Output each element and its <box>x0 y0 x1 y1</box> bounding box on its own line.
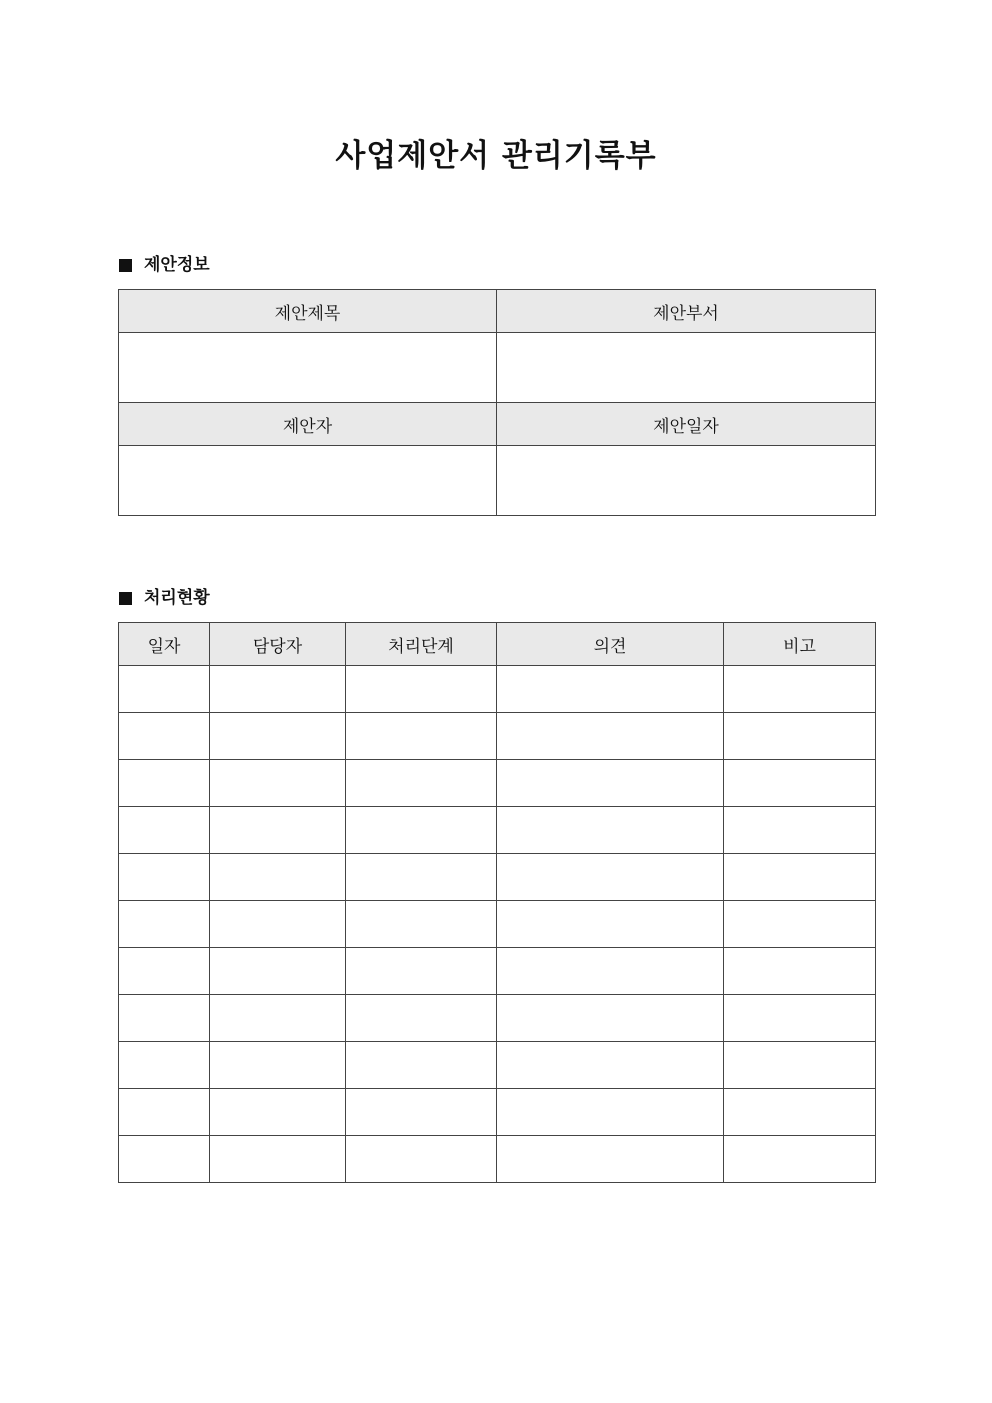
proposal-title-field[interactable] <box>119 333 497 403</box>
manager-cell[interactable] <box>210 901 346 948</box>
stage-cell[interactable] <box>346 807 497 854</box>
proposal-info-table <box>118 289 876 516</box>
opinion-cell[interactable] <box>497 760 724 807</box>
stage-cell[interactable] <box>346 948 497 995</box>
remarks-cell[interactable] <box>724 713 876 760</box>
stage-cell[interactable] <box>346 1136 497 1183</box>
manager-cell[interactable] <box>210 807 346 854</box>
date-cell[interactable] <box>119 1089 210 1136</box>
table-row <box>119 901 876 948</box>
table-row <box>119 854 876 901</box>
remarks-cell[interactable] <box>724 854 876 901</box>
manager-cell[interactable] <box>210 760 346 807</box>
stage-cell[interactable] <box>346 1042 497 1089</box>
section-heading-label: 처리현황 <box>144 588 210 608</box>
table-row <box>119 333 876 403</box>
proposal-dept-label: 제안부서 <box>497 290 876 333</box>
remarks-cell[interactable] <box>724 1089 876 1136</box>
date-cell[interactable] <box>119 1136 210 1183</box>
stage-cell[interactable] <box>346 713 497 760</box>
manager-cell[interactable] <box>210 995 346 1042</box>
manager-cell[interactable] <box>210 854 346 901</box>
remarks-cell[interactable] <box>724 666 876 713</box>
date-cell[interactable] <box>119 854 210 901</box>
table-row <box>119 1042 876 1089</box>
table-header-row <box>119 290 876 333</box>
table-row <box>119 1136 876 1183</box>
date-cell[interactable] <box>119 760 210 807</box>
manager-cell[interactable] <box>210 666 346 713</box>
date-cell[interactable] <box>119 713 210 760</box>
opinion-cell[interactable] <box>497 713 724 760</box>
opinion-cell[interactable] <box>497 807 724 854</box>
opinion-cell[interactable] <box>497 948 724 995</box>
date-cell[interactable] <box>119 807 210 854</box>
stage-cell[interactable] <box>346 995 497 1042</box>
table-row <box>119 713 876 760</box>
table-row <box>119 760 876 807</box>
stage-cell[interactable] <box>346 854 497 901</box>
opinion-cell[interactable] <box>497 666 724 713</box>
remarks-cell[interactable] <box>724 901 876 948</box>
opinion-cell[interactable] <box>497 1042 724 1089</box>
section-heading-info <box>119 253 210 277</box>
proposer-label: 제안자 <box>119 403 497 446</box>
table-row <box>119 948 876 995</box>
section-heading-status <box>119 586 210 610</box>
table-row <box>119 666 876 713</box>
opinion-cell[interactable] <box>497 1089 724 1136</box>
opinion-cell[interactable] <box>497 1136 724 1183</box>
manager-cell[interactable] <box>210 1089 346 1136</box>
remarks-cell[interactable] <box>724 807 876 854</box>
proposal-dept-field[interactable] <box>497 333 876 403</box>
column-header-date: 일자 <box>119 623 210 666</box>
date-cell[interactable] <box>119 948 210 995</box>
column-header-stage: 처리단계 <box>346 623 497 666</box>
table-row <box>119 1089 876 1136</box>
proposer-field[interactable] <box>119 446 497 516</box>
table-header-row <box>119 623 876 666</box>
remarks-cell[interactable] <box>724 1136 876 1183</box>
proposal-title-label: 제안제목 <box>119 290 497 333</box>
column-header-manager: 담당자 <box>210 623 346 666</box>
manager-cell[interactable] <box>210 1042 346 1089</box>
date-cell[interactable] <box>119 901 210 948</box>
square-bullet-icon <box>119 592 132 605</box>
table-row <box>119 446 876 516</box>
stage-cell[interactable] <box>346 760 497 807</box>
table-row <box>119 807 876 854</box>
remarks-cell[interactable] <box>724 995 876 1042</box>
stage-cell[interactable] <box>346 1089 497 1136</box>
manager-cell[interactable] <box>210 948 346 995</box>
manager-cell[interactable] <box>210 1136 346 1183</box>
table-header-row <box>119 403 876 446</box>
square-bullet-icon <box>119 259 132 272</box>
status-table-body <box>119 666 876 1183</box>
remarks-cell[interactable] <box>724 948 876 995</box>
stage-cell[interactable] <box>346 901 497 948</box>
processing-status-table <box>118 622 876 1183</box>
opinion-cell[interactable] <box>497 854 724 901</box>
date-cell[interactable] <box>119 1042 210 1089</box>
section-heading-label: 제안정보 <box>144 255 210 275</box>
manager-cell[interactable] <box>210 713 346 760</box>
proposal-date-label: 제안일자 <box>497 403 876 446</box>
table-row <box>119 995 876 1042</box>
page-title: 사업제안서 관리기록부 <box>335 138 657 174</box>
stage-cell[interactable] <box>346 666 497 713</box>
date-cell[interactable] <box>119 666 210 713</box>
remarks-cell[interactable] <box>724 1042 876 1089</box>
opinion-cell[interactable] <box>497 995 724 1042</box>
proposal-date-field[interactable] <box>497 446 876 516</box>
date-cell[interactable] <box>119 995 210 1042</box>
column-header-opinion: 의견 <box>497 623 724 666</box>
opinion-cell[interactable] <box>497 901 724 948</box>
remarks-cell[interactable] <box>724 760 876 807</box>
column-header-remarks: 비고 <box>724 623 876 666</box>
